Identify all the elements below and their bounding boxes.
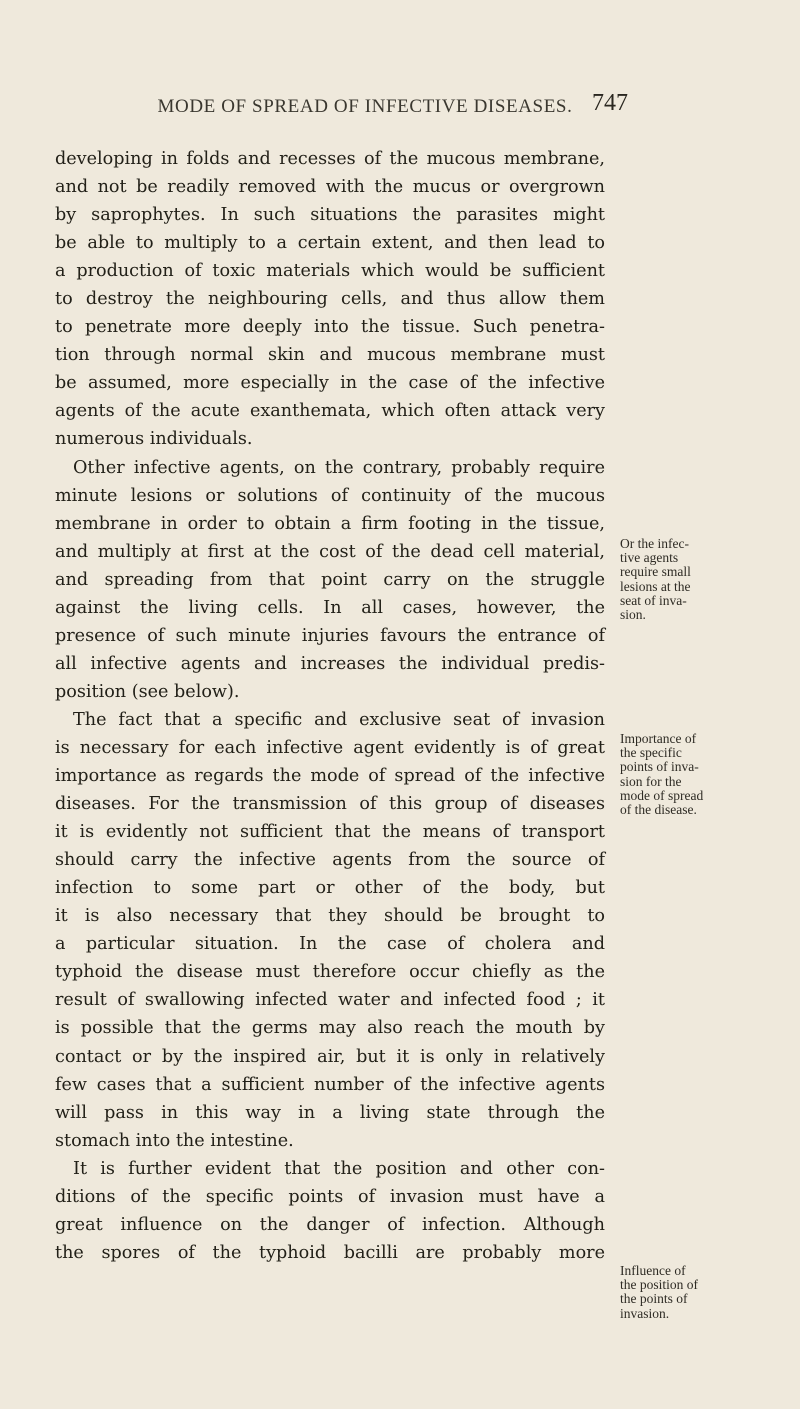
body-line: The fact that a specific and exclusive seat of invasion (73, 709, 605, 730)
body-line: and not be readily removed with the mucus or overgrown (55, 177, 605, 198)
body-line: membrane in order to obtain a firm footing in the tissue, (55, 513, 605, 534)
margin-note-specific-points (620, 732, 790, 817)
body-line: numerous individuals. (55, 429, 253, 450)
body-line: to destroy the neighbouring cells, and thus allow them (55, 289, 605, 310)
body-line: against the living cells. In all cases, however, the (55, 597, 605, 618)
body-line: diseases. For the transmission of this group of diseases (55, 794, 605, 815)
body-line: a production of toxic materials which would be sufficient (55, 261, 605, 282)
body-line: be assumed, more especially in the case of the infective (55, 373, 605, 394)
body-line: stomach into the intestine. (55, 1130, 294, 1151)
margin-note-line: invasion. (620, 1305, 670, 1321)
body-line: it is evidently not sufficient that the means of transport (55, 822, 605, 843)
margin-note-line: mode of spread (620, 787, 704, 803)
body-line: ditions of the specific points of invasion must have a (55, 1186, 605, 1207)
margin-note-line: Influence of (620, 1263, 686, 1278)
margin-note-line: points of inva- (620, 759, 699, 775)
margin-note-line: sion. (620, 607, 646, 623)
margin-note-line: tive agents (620, 550, 679, 566)
body-line: typhoid the disease must therefore occur chiefly as the (55, 962, 605, 983)
body-line: result of swallowing infected water and infected food ; it (55, 990, 605, 1011)
body-line: is possible that the germs may also reach the mouth by (55, 1018, 605, 1039)
body-line: a particular situation. In the case of cholera and (55, 934, 605, 955)
body-line: and spreading from that point carry on the struggle (55, 569, 605, 590)
body-line: the spores of the typhoid bacilli are probably more (55, 1242, 605, 1263)
body-line: presence of such minute injuries favours the entrance of (55, 625, 605, 646)
body-line: great influence on the danger of infection. Although (55, 1214, 605, 1235)
margin-note-line: the position of (620, 1277, 698, 1293)
margin-note-line: of the disease. (620, 802, 697, 818)
body-line: should carry the infective agents from the source of (55, 850, 605, 871)
body-line: minute lesions or solutions of continuity of the mucous (55, 485, 605, 506)
margin-note-line: the points of (620, 1291, 688, 1307)
margin-note-line: seat of inva- (620, 592, 687, 608)
body-line: and multiply at first at the cost of the dead cell material, (55, 541, 605, 562)
body-line: contact or by the inspired air, but it is only in relatively (55, 1046, 605, 1067)
body-line: all infective agents and increases the individual predis- (55, 653, 605, 674)
body-line: be able to multiply to a certain extent, and then lead to (55, 233, 605, 254)
body-line: it is also necessary that they should be brought to (55, 906, 605, 927)
margin-note-position (620, 1264, 790, 1321)
body-line: is necessary for each infective agent evidently is of great (55, 737, 605, 758)
page-number: 747 (592, 90, 628, 116)
body-text (55, 145, 605, 1267)
body-line: infection to some part or other of the body, but (55, 878, 605, 899)
margin-note-line: sion for the (620, 773, 682, 789)
body-line: few cases that a sufficient number of the infective agents (55, 1074, 605, 1095)
body-line: will pass in this way in a living state through the (55, 1102, 605, 1123)
body-line: It is further evident that the position and other con- (73, 1158, 605, 1179)
body-line: position (see below). (55, 681, 240, 702)
margin-note-line: the specific (620, 745, 682, 761)
running-header: MODE OF SPREAD OF INFECTIVE DISEASES. (157, 96, 573, 117)
body-line: agents of the acute exanthemata, which often attack very (55, 401, 605, 422)
body-line: importance as regards the mode of spread of the infective (55, 766, 605, 787)
margin-note-line: require small (620, 564, 691, 580)
body-line: by saprophytes. In such situations the parasites might (55, 205, 605, 226)
margin-note-lesions (620, 537, 790, 622)
body-line: developing in folds and recesses of the mucous membrane, (55, 149, 605, 169)
margin-note-line: lesions at the (620, 578, 691, 594)
body-line: Other infective agents, on the contrary, probably require (73, 457, 605, 478)
margin-note-line: Or the infec- (620, 536, 689, 551)
body-line: tion through normal skin and mucous membrane must (55, 345, 605, 366)
body-line: to penetrate more deeply into the tissue. Such penetra- (55, 317, 605, 338)
margin-note-line: Importance of (620, 731, 697, 746)
